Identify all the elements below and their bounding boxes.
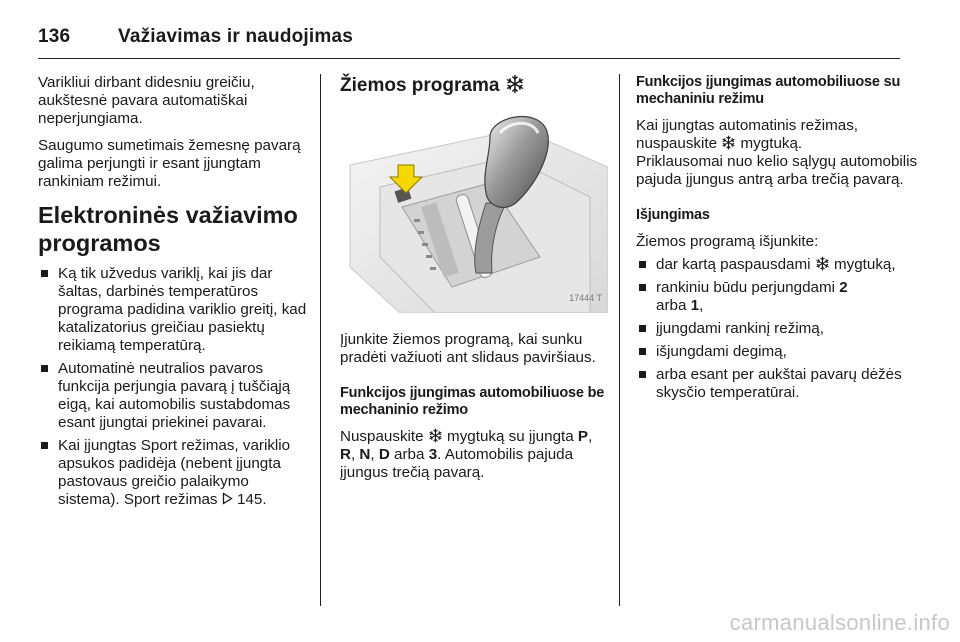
gear-selector-illustration bbox=[340, 107, 608, 313]
column-3 bbox=[636, 74, 928, 407]
subheading-activation-without-manual: Funkcijos įjungimas automobiliuose be mechaninio režimo bbox=[340, 385, 605, 418]
list-item: Kai įjungtas Sport režimas, variklio apsukos padidėja (nebent įjungta pastovaus greičio palaikymo sistema). Sport režimas 145. bbox=[38, 437, 308, 509]
snowflake-icon bbox=[428, 428, 443, 443]
figure-code: 17444 T bbox=[569, 293, 602, 303]
column-divider bbox=[619, 74, 620, 606]
column-2 bbox=[340, 74, 608, 491]
watermark-text: carmanualsonline.info bbox=[729, 610, 950, 635]
page-reference-arrow-icon bbox=[222, 492, 233, 505]
bullet-list bbox=[636, 256, 928, 402]
section-heading-electronic-programs: Elektroninės važiavimo programos bbox=[38, 202, 298, 256]
paragraph: Kai įjungtas automatinis režimas, nuspauskite mygtuką. Priklausomai nuo kelio sąlygų automobilis pajuda įjungus antrą arba trečią pavarą. bbox=[636, 117, 918, 188]
snowflake-icon bbox=[721, 135, 736, 150]
subheading-deactivation: Išjungimas bbox=[636, 207, 710, 223]
snowflake-icon bbox=[815, 256, 830, 271]
section-heading-winter-program: Žiemos programa bbox=[340, 74, 608, 97]
paragraph: Nuspauskite mygtuką su įjungta P, R, N, D arba 3. Automobilis pajuda įjungus trečią pavarą. bbox=[340, 428, 593, 481]
page-number: 136 bbox=[38, 26, 71, 47]
page-header bbox=[38, 20, 900, 54]
list-item: išjungdami degimą, bbox=[636, 343, 928, 361]
column-1 bbox=[38, 74, 308, 514]
page-reference-link[interactable]: 145. bbox=[236, 491, 267, 508]
paragraph: Saugumo sumetimais žemesnę pavarą galima perjungti ir esant įjungtam rankiniam režimui. bbox=[38, 137, 301, 190]
list-item: dar kartą paspausdami mygtuką, bbox=[636, 256, 928, 274]
paragraph: Žiemos programą išjunkite: bbox=[636, 233, 819, 250]
list-item: Ką tik užvedus variklį, kai jis dar šaltas, darbinės temperatūros programa padidina variklio greitį, kad katalizatorius greičiau pasiektų reikiamą temperatūrą. bbox=[38, 265, 308, 355]
subheading-activation-with-manual: Funkcijos įjungimas automobiliuose su mechaniniu režimu bbox=[636, 74, 901, 107]
list-item: Automatinė neutralios pavaros funkcija perjungia pavarą į tuščiąją eigą, kai automobilis sustabdomas esant įjungtai priekinei pavarai. bbox=[38, 360, 308, 432]
gear-selector-image bbox=[340, 107, 608, 313]
list-item: įjungdami rankinį režimą, bbox=[636, 320, 928, 338]
bullet-list bbox=[38, 265, 308, 509]
column-divider bbox=[320, 74, 321, 606]
paragraph: Varikliui dirbant didesniu greičiu, aukštesnė pavara automatiškai neperjungiama. bbox=[38, 74, 255, 127]
list-item: rankiniu būdu perjungdami 2 arba 1, bbox=[636, 279, 928, 315]
header-rule bbox=[38, 58, 900, 59]
page-title: Važiavimas ir naudojimas bbox=[118, 26, 354, 47]
list-item: arba esant per aukštai pavarų dėžės skysčio temperatūrai. bbox=[636, 366, 928, 402]
snowflake-icon bbox=[505, 74, 525, 94]
paragraph: Įjunkite žiemos programą, kai sunku pradėti važiuoti ant slidaus paviršiaus. bbox=[340, 331, 596, 366]
